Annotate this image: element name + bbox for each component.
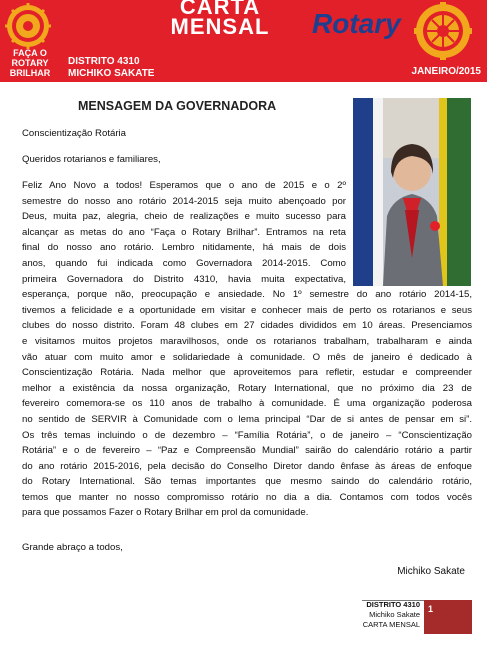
publication-title-line1: CARTA <box>179 0 261 19</box>
campaign-logo-text <box>2 48 58 78</box>
rotary-wheel-icon <box>2 2 54 50</box>
body-line: semestre do nosso ano rotário 2014-2015 seja muito abençoado por <box>22 195 346 207</box>
body-line: alcançar as metas do ano “Faça o Rotary Brilhar”. Entramos na reta <box>22 226 346 238</box>
body-line: primeira Governadora do Distrito 4310, havia muita expectativa, <box>22 273 346 285</box>
body-line: no sentido de SERVIR à Comunidade com o lema principal “Dar de si antes de pensar em si”. <box>22 413 472 425</box>
footer-info <box>360 600 420 630</box>
article-greeting: Queridos rotarianos e familiares, <box>22 154 161 165</box>
body-line: Feliz Ano Novo a todos! Esperamos que o ano de 2015 e o 2º <box>22 180 346 191</box>
body-line: anos, quando fui indicada como Governadora 2014-2015. Como <box>22 257 346 269</box>
page-number: 1 <box>428 604 434 614</box>
body-line: final do nosso ano rotário. Lembro nitidamente, há mais de dois <box>22 242 346 254</box>
body-line: esperança, porque não, preocupação e ansiedade. No 1º semestre do ano rotário 2014-15, <box>22 289 472 301</box>
body-line: Os três temas incluindo o de dezembro – “Família Rotária”, o de janeiro – “Conscientização <box>22 429 472 441</box>
campaign-logo-line1: FAÇA O ROTARY <box>11 48 49 68</box>
article-subtitle: Conscientização Rotária <box>22 128 126 139</box>
footer-publication: CARTA MENSAL <box>362 620 420 629</box>
body-line: fevereiro comemora-se os 110 anos de trabalho à comunidade. É uma organização poderosa <box>22 398 472 410</box>
article-signature: Michiko Sakate <box>397 566 465 577</box>
body-line: clubes do nosso distrito. Foram 48 clubes em 27 cidades divididos em 10 áreas. Presenciamos <box>22 320 472 332</box>
body-line: Rotária” e o de fevereiro – “Paz e Compreensão Mundial” sairão do calendário rotário a partir <box>22 445 472 457</box>
publication-title <box>150 0 290 37</box>
campaign-logo-line2: BRILHAR <box>9 68 51 78</box>
body-line: melhor a existência da nossa organização, Rotary International, que no próximo dia 23 de <box>22 382 472 394</box>
body-line: vão atuar com muito amor e solidariedade à comunidade. O mês de janeiro é dedicado à <box>22 351 472 363</box>
rotary-wordmark: Rotary <box>312 8 401 39</box>
publication-title-line2: MENSAL <box>170 14 270 39</box>
body-line: do ano rotário 2015-2016, pela decisão do Conselho Diretor dando ênfase às áreas de enfoque <box>22 460 472 472</box>
issue-date: JANEIRO/2015 <box>411 66 481 77</box>
district-label: DISTRITO 4310 <box>68 56 140 67</box>
body-line: tivemos a felicidade e a oportunidade em visitar e conhecer mais de perto os rotarianos e seus <box>22 304 472 316</box>
governor-label: MICHIKO SAKATE <box>68 68 155 79</box>
footer-district: DISTRITO 4310 <box>366 600 420 609</box>
footer-name: Michiko Sakate <box>369 610 420 619</box>
body-line: e visitamos muitos projetos maravilhosos, onde os rotarianos trabalham, trabalharam e ainda <box>22 335 472 347</box>
article-title: MENSAGEM DA GOVERNADORA <box>78 99 277 113</box>
article-closing: Grande abraço a todos, <box>22 542 123 553</box>
article-body <box>22 178 472 521</box>
body-line: do Rotary International. São temas importantes que mesmo saindo do calendário rotário, <box>22 476 472 488</box>
rotary-wheel-icon <box>414 2 472 60</box>
body-line: temos que manter no nosso compromisso rotário no dia a dia. Contamos com todos vocês <box>22 491 472 503</box>
body-line: para que possamos Fazer o Rotary Brilhar em prol da comunidade. <box>22 507 309 519</box>
body-line: Deus, muita paz, alegria, cheio de realizações e muito sucesso para <box>22 211 346 223</box>
body-line: Conscientização Rotária. Nada melhor que aproveitemos para refletir, estudar e compreender <box>22 367 472 379</box>
header-banner <box>0 0 487 82</box>
